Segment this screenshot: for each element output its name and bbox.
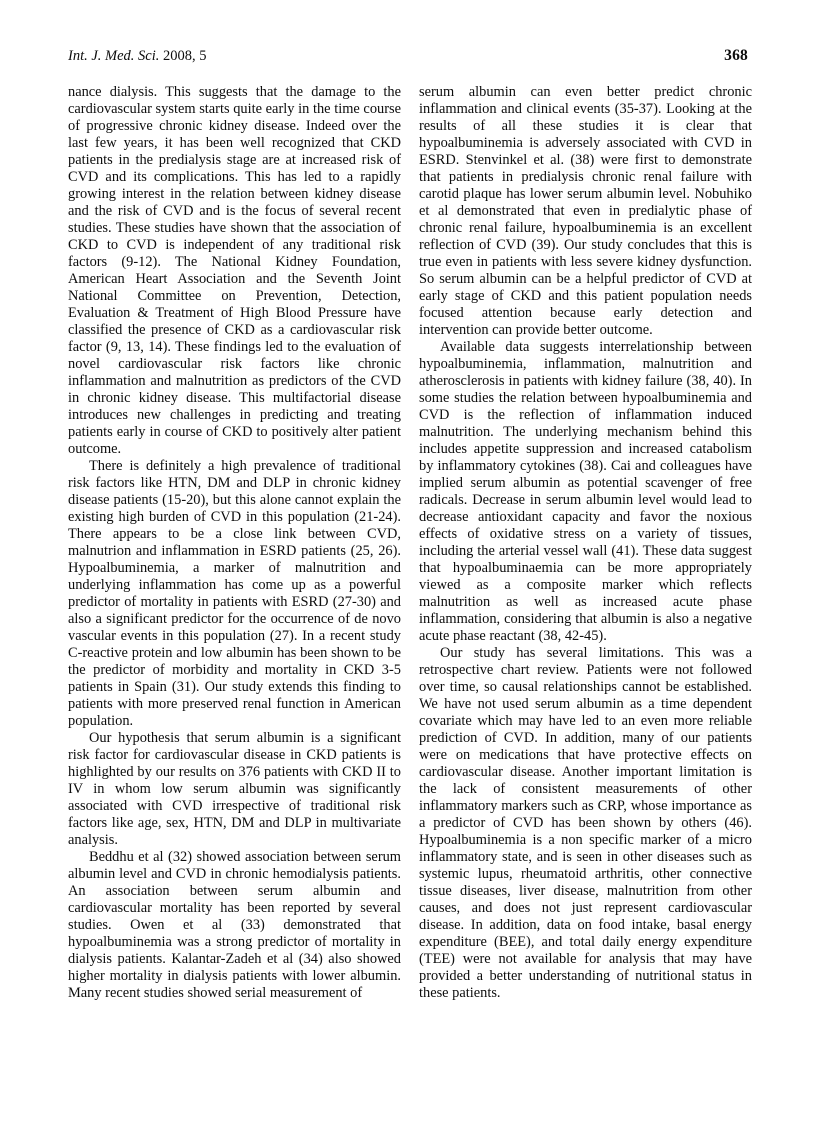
journal-citation <box>68 47 207 65</box>
paragraph: nance dialysis. This suggests that the damage to the cardiovascular system starts quite early in the time course of progressive chronic kidney disease. Indeed over the last few years, it has been well recognized that CKD patients in the predialysis stage are at increased risk of CVD and its complications. This has led to a rapidly growing interest in the relation between kidney disease and the risk of CVD and is the focus of several recent studies. These studies have shown that the association of CKD to CVD is independent of any traditional risk factors (9-12). The National Kidney Foundation, American Heart Association and the Seventh Joint National Committee on Prevention, Detection, Evaluation & Treatment of High Blood Pressure have classified the presence of CKD as a cardiovascular risk factor (9, 13, 14). These findings led to the evaluation of novel cardiovascular risk factors like chronic inflammation and malnutrition as predictors of the CVD in chronic kidney disease. This multifactorial disease introduces new challenges in predicting and treating patients early in course of CKD to positively alter patient outcome. <box>68 84 401 457</box>
paragraph: Available data suggests interrelationship between hypoalbuminemia, inflammation, malnutrition and atherosclerosis in patients with kidney failure (38, 40). In some studies the relation between hypoalbuminemia and CVD is the reflection of inflammation induced malnutrition. The underlying mechanism behind this includes appetite suppression and increased catabolism by inflammatory cytokines (38). Cai and colleagues have implied serum albumin as potential scavenger of free radicals. Decrease in serum albumin level would lead to decrease antioxidant capacity and favor the noxious effects of oxidative stress on a variety of tissues, including the arterial vessel wall (41). These data suggest that hypoalbuminaemia can be more appropriately viewed as a composite marker which reflects malnutrition as well as increased acute phase inflammation, considering that albumin is also a negative acute phase reactant (38, 42-45). <box>419 339 752 644</box>
paragraph: There is definitely a high prevalence of traditional risk factors like HTN, DM and DLP in chronic kidney disease patients (15-20), but this alone cannot explain the existing high burden of CVD in this population (21-24). There appears to be a close link between CVD, malnutrion and inflammation in ESRD patients (25, 26). Hypoalbuminemia, a marker of malnutrition and underlying inflammation has come up as a powerful predictor of mortality in patients with ESRD (27-30) and also a significant predictor for the occurrence of de novo vascular events in this population (27). In a recent study C-reactive protein and low albumin has been shown to be the predictor of morbidity and mortality in CKD 3-5 patients in Spain (31). Our study extends this finding to patients with more preserved renal function in American population. <box>68 458 401 729</box>
paragraph: Our hypothesis that serum albumin is a significant risk factor for cardiovascular disease in CKD patients is highlighted by our results on 376 patients with CKD II to IV in whom low serum albumin was significantly associated with CVD irrespective of traditional risk factors like age, sex, HTN, DM and DLP in multivariate analysis. <box>68 730 401 848</box>
body-columns <box>68 84 752 1002</box>
paragraph: Beddhu et al (32) showed association between serum albumin level and CVD in chronic hemodialysis patients. An association between serum albumin and cardiovascular mortality has been reported by several studies. Owen et al (33) demonstrated that hypoalbuminemia was a strong predictor of mortality in dialysis patients. Kalantar-Zadeh et al (34) also showed higher mortality in dialysis patients with lower albumin. Many recent studies showed serial measurement of <box>68 849 401 1001</box>
paragraph: Our study has several limitations. This was a retrospective chart review. Patients were not followed over time, so causal relationships cannot be established. We have not used serum albumin as a time dependent covariate which may have led to an even more reliable prediction of CVD. In addition, many of our patients were on medications that have protective effects on cardiovascular disease. Another important limitation is the lack of consistent measurements of other inflammatory markers such as CRP, whose importance as a predictor of CVD has been shown by others (46). Hypoalbuminemia is a non specific marker of a micro inflammatory state, and is seen in other diseases such as systemic lupus, rheumatoid arthritis, other connective tissue diseases, liver disease, malnutrition from other causes, and does not just represent cardiovascular disease. In addition, data on food intake, basal energy expenditure (BEE), and total daily energy expenditure (TEE) were not available for analysis that may have provided a better understanding of nutritional status in these patients. <box>419 645 752 1001</box>
right-column <box>419 84 752 1002</box>
page-number: 368 <box>724 47 748 64</box>
paragraph: serum albumin can even better predict chronic inflammation and clinical events (35-37). Looking at the results of all these studies it is clear that hypoalbuminemia is adversely associated with CVD in ESRD. Stenvinkel et al. (38) were first to demonstrate that patients in predialysis chronic renal failure with carotid plaque has lower serum albumin level. Nobuhiko et al demonstrated that even in predialytic phase of chronic renal failure, hypoalbuminemia is an excellent reflection of CVD (39). Our study concludes that this is true even in patients with less severe kidney dysfunction. So serum albumin can be a helpful predictor of CVD at early stage of CKD and this patient population needs focused attention because early detection and intervention can provide better outcome. <box>419 84 752 338</box>
journal-title: Int. J. Med. Sci. <box>68 48 160 64</box>
journal-issue: 2008, 5 <box>159 48 207 64</box>
left-column <box>68 84 401 1002</box>
running-head <box>68 47 748 69</box>
